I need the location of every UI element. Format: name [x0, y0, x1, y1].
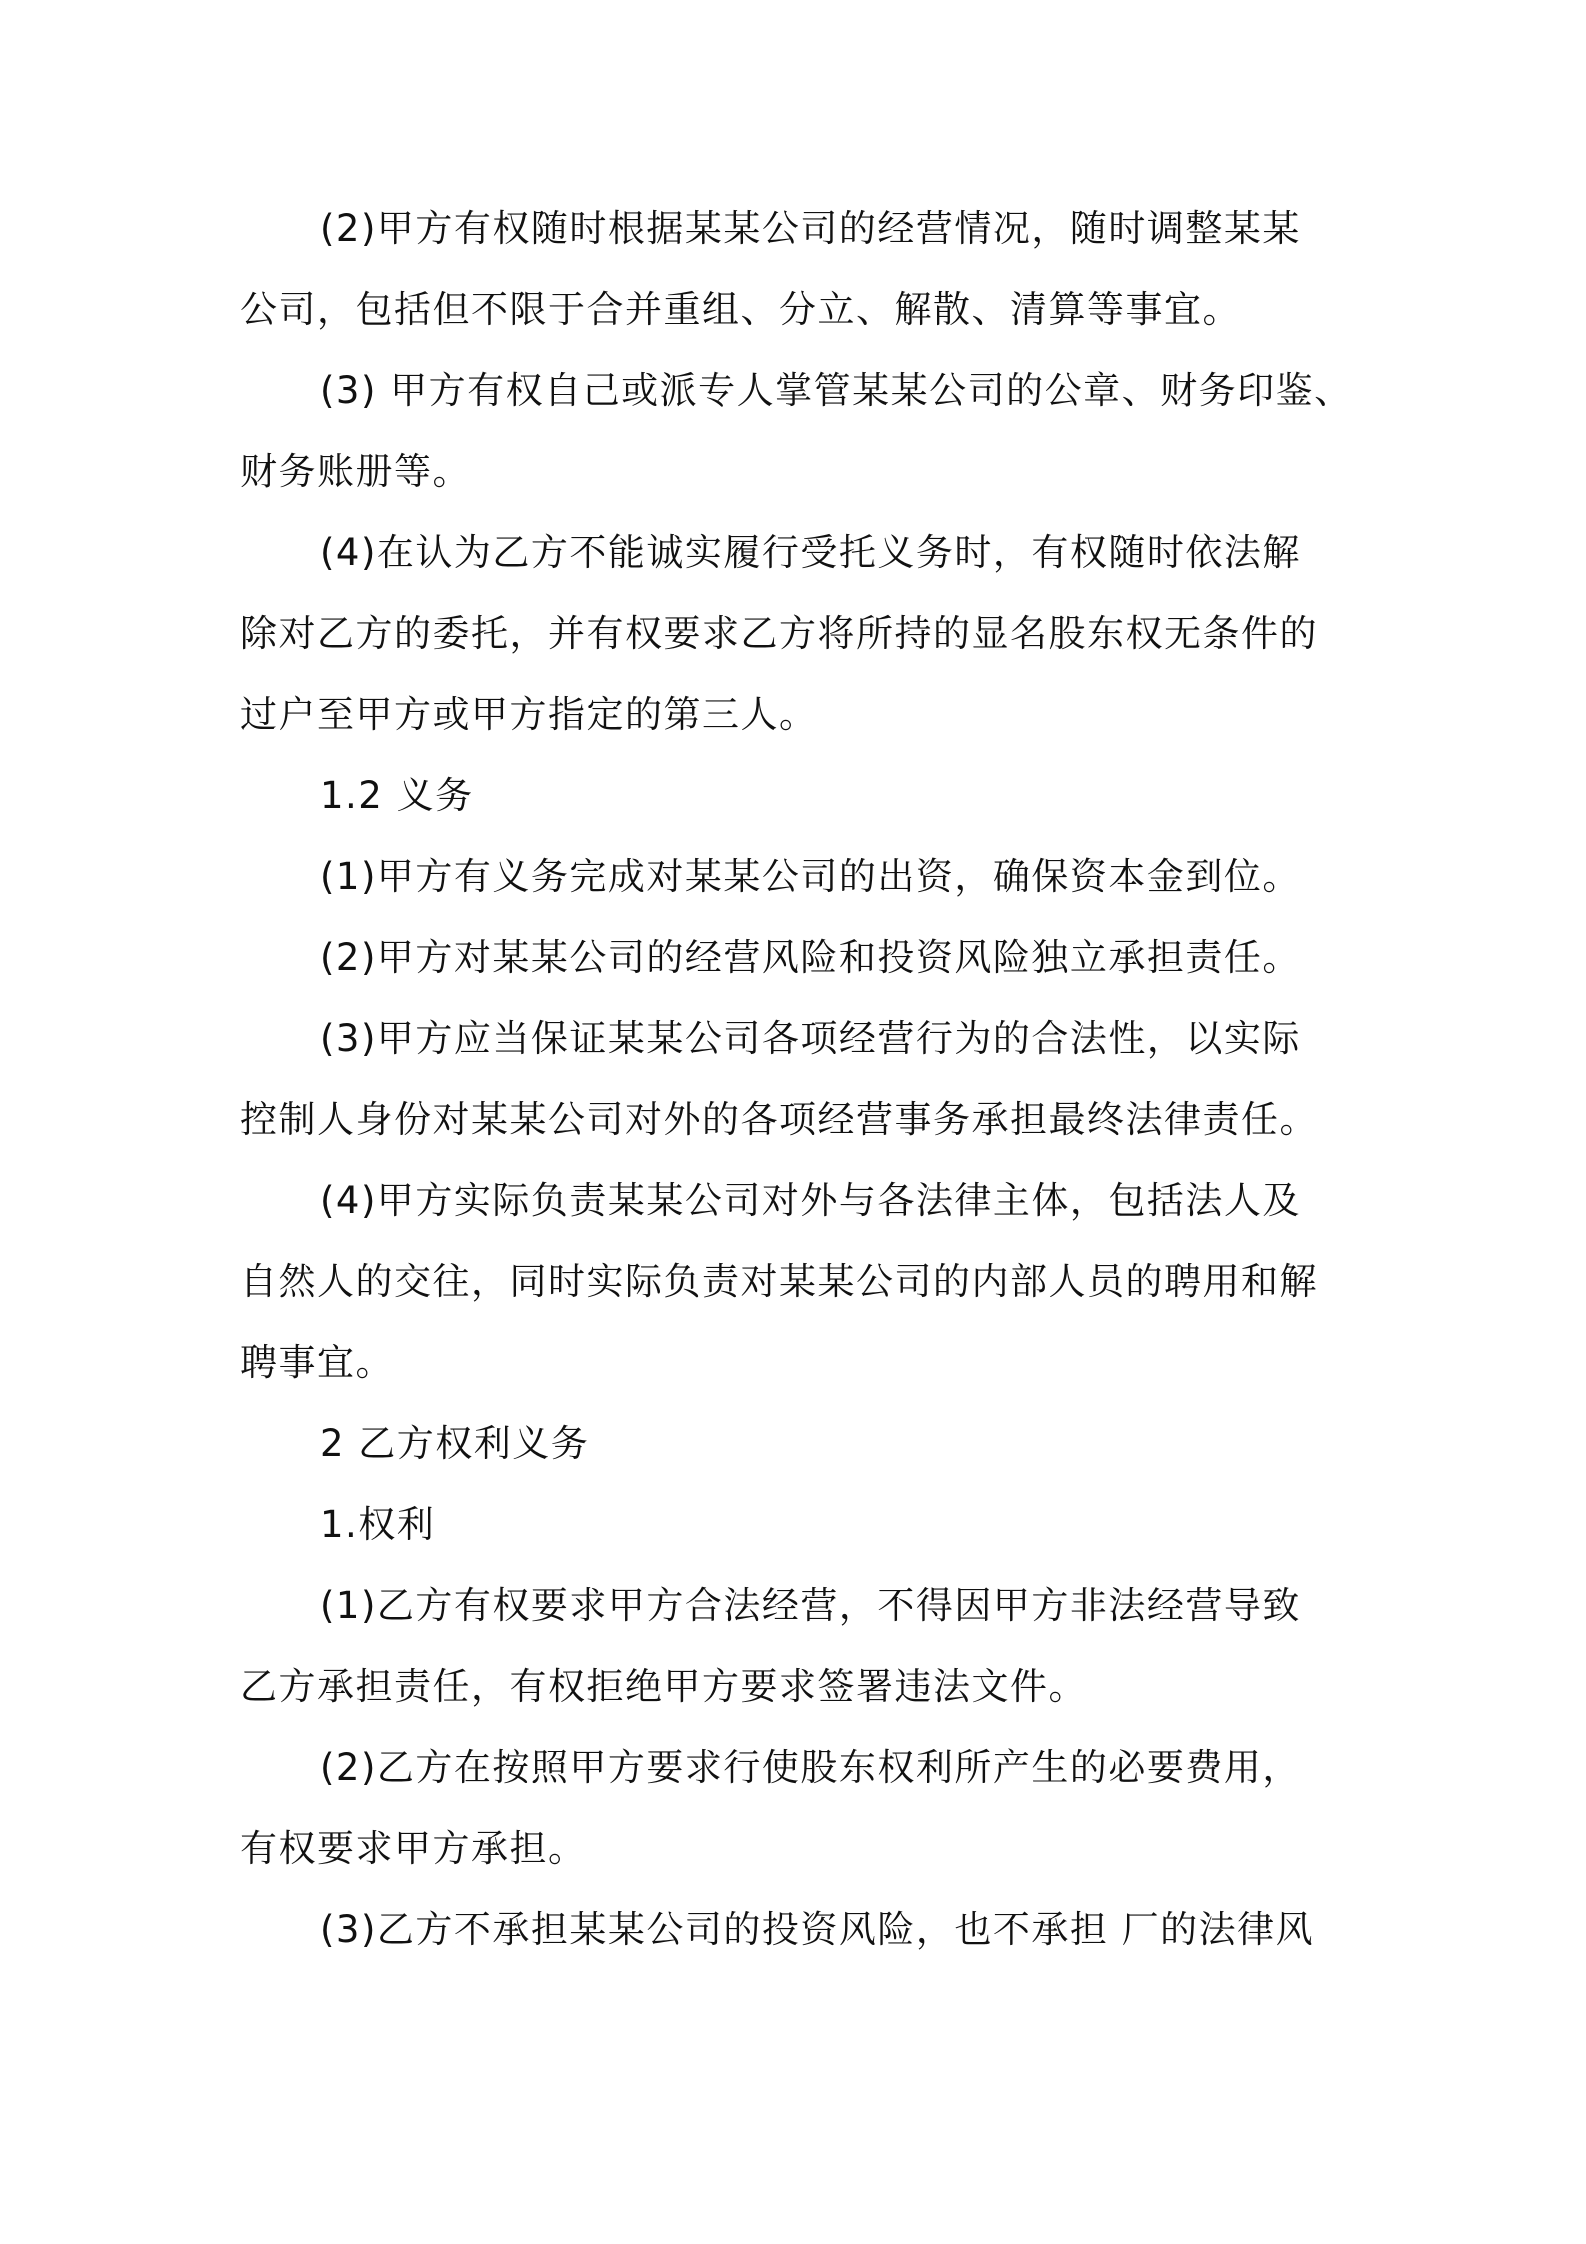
- paragraph-line: (4)甲方实际负责某某公司对外与各法律主体，包括法人及: [320, 1179, 1301, 1222]
- paragraph-line: 乙方承担责任，有权拒绝甲方要求签署违法文件。: [240, 1665, 1087, 1708]
- paragraph-line: 财务账册等。: [240, 450, 471, 493]
- section-heading: 2 乙方权利义务: [320, 1422, 590, 1465]
- paragraph-line: 聘事宜。: [240, 1341, 394, 1384]
- paragraph-line: (4)在认为乙方不能诚实履行受托义务时，有权随时依法解: [320, 531, 1301, 574]
- paragraph-line: 除对乙方的委托，并有权要求乙方将所持的显名股东权无条件的: [240, 612, 1318, 655]
- paragraph-line: (3)乙方不承担某某公司的投资风险，也不承担 厂的法律风: [320, 1908, 1315, 1951]
- paragraph-line: (2)甲方有权随时根据某某公司的经营情况，随时调整某某: [320, 207, 1301, 250]
- paragraph-line: (2)甲方对某某公司的经营风险和投资风险独立承担责任。: [320, 936, 1301, 979]
- paragraph-line: (2)乙方在按照甲方要求行使股东权利所产生的必要费用，: [320, 1746, 1301, 1789]
- paragraph-line: 公司，包括但不限于合并重组、分立、解散、清算等事宜。: [240, 288, 1241, 331]
- section-heading: 1.权利: [320, 1503, 436, 1546]
- paragraph-line: 有权要求甲方承担。: [240, 1827, 587, 1870]
- paragraph-line: (3)甲方应当保证某某公司各项经营行为的合法性，以实际: [320, 1017, 1301, 1060]
- section-heading: 1.2 义务: [320, 774, 474, 817]
- paragraph-line: 过户至甲方或甲方指定的第三人。: [240, 693, 818, 736]
- paragraph-line: 控制人身份对某某公司对外的各项经营事务承担最终法律责任。: [240, 1098, 1318, 1141]
- paragraph-line: (3) 甲方有权自己或派专人掌管某某公司的公章、财务印鉴、: [320, 369, 1353, 412]
- paragraph-line: 自然人的交往，同时实际负责对某某公司的内部人员的聘用和解: [240, 1260, 1318, 1303]
- paragraph-line: (1)乙方有权要求甲方合法经营，不得因甲方非法经营导致: [320, 1584, 1301, 1627]
- paragraph-line: (1)甲方有义务完成对某某公司的出资，确保资本金到位。: [320, 855, 1301, 898]
